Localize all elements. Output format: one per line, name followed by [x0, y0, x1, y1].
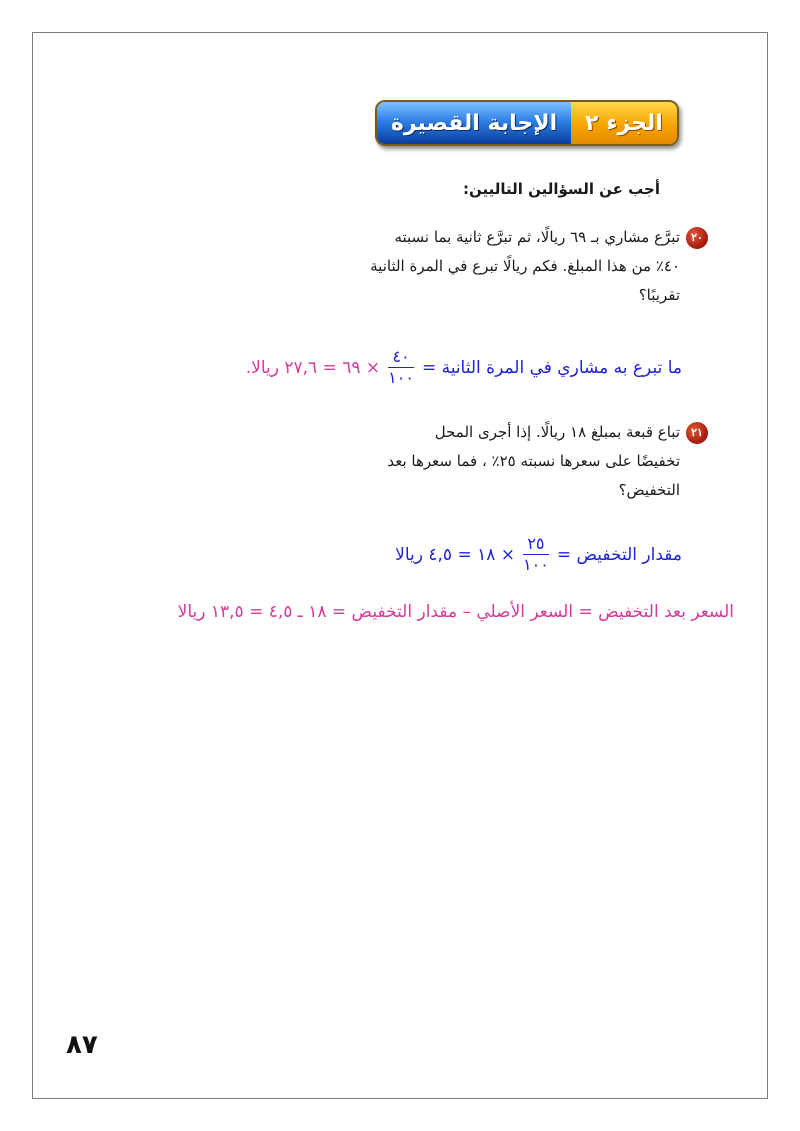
question-number-badge: ٢١ — [686, 422, 708, 444]
fraction — [384, 348, 418, 387]
question-line: تخفيضًا على سعرها نسبته ٢٥٪ ، فما سعرها بعد — [387, 452, 680, 470]
fraction-denominator: ١٠٠ — [523, 555, 549, 574]
answer-21-prefix: مقدار التخفيض = — [556, 544, 682, 565]
question-line: التخفيض؟ — [618, 481, 680, 499]
answer-20-result: × ٦٩ = ٢٧,٦ ريالا. — [245, 357, 381, 378]
banner-part-label: الجزء ٢ — [571, 102, 677, 144]
fraction-denominator: ١٠٠ — [388, 368, 414, 387]
question-line: تقريبًا؟ — [638, 286, 680, 304]
question-20 — [260, 223, 703, 310]
answer-21-result: × ١٨ = ٤,٥ ريالا — [395, 544, 516, 565]
answer-20-prefix: ما تبرع به مشاري في المرة الثانية = — [421, 357, 682, 378]
question-number-badge: ٢٠ — [686, 227, 708, 249]
page-number: ٨٧ — [66, 1030, 98, 1060]
instructions: أجب عن السؤالين التاليين: — [463, 180, 660, 198]
question-line: تبرَّع مشاري بـ ٦٩ ريالًا، ثم تبرَّع ثانية بما نسبته — [394, 228, 680, 246]
question-line: ٤٠٪ من هذا المبلغ. فكم ريالًا تبرع في المرة الثانية — [370, 257, 680, 275]
answer-20 — [246, 348, 682, 387]
answer-21-final: السعر بعد التخفيض = السعر الأصلي – مقدار التخفيض = ١٨ ـ ٤,٥ = ١٣,٥ ريالا — [177, 602, 734, 622]
answer-21 — [395, 535, 682, 574]
fraction-numerator: ٤٠ — [388, 348, 413, 368]
banner-title: الإجابة القصيرة — [377, 102, 571, 144]
question-21 — [260, 418, 703, 505]
question-line: تباع قبعة بمبلغ ١٨ ريالًا. إذا أجرى المحل — [434, 423, 680, 441]
fraction-numerator: ٢٥ — [523, 535, 548, 555]
section-banner — [375, 100, 679, 146]
fraction — [519, 535, 553, 574]
